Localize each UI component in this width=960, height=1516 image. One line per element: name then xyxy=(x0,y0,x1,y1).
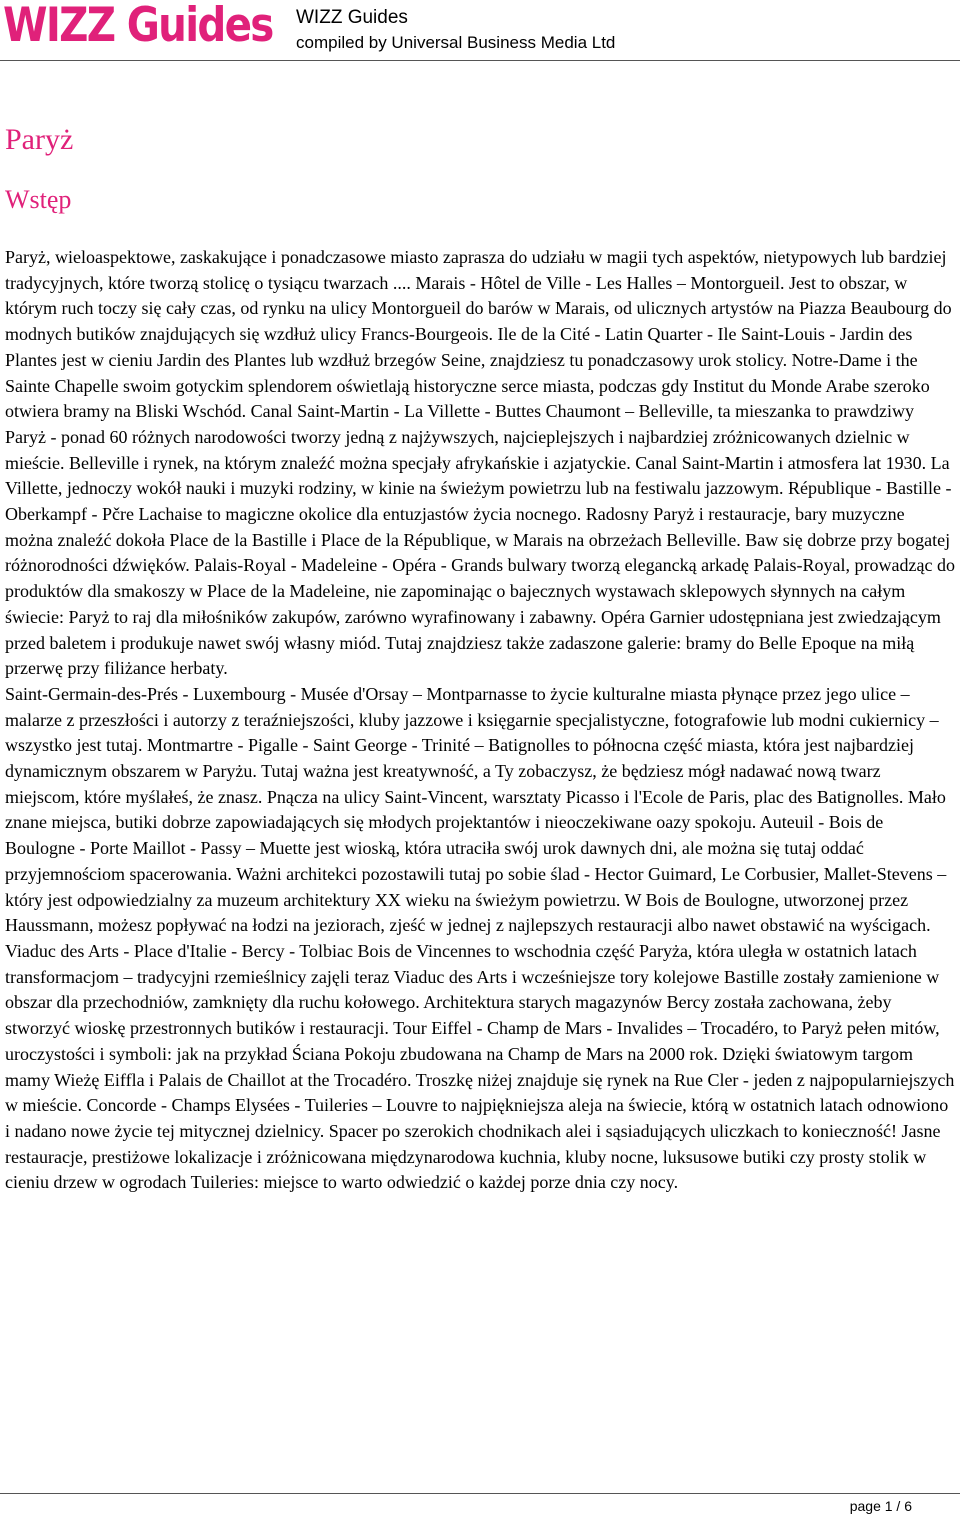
header-title: WIZZ Guides xyxy=(296,7,408,28)
paragraph: Viaduc des Arts - Place d'Italie - Bercy - Tolbiac Bois de Vincennes to wschodnia część Paryża, która uległa w ostatnich latach transformacjom – tradycyjni rzemieślnicy zajęli teraz Viaduc des Arts i wcześniejsze tory kolejowe Bastille zostały zamienione w obszar dla przechodniów, zamknięty dla ruchu kołowego. Architektura starych magazynów Bercy została zachowana, żeby stworzyć wioskę przestronnych butików i restauracji. Tour Eiffel - Champ de Mars - Invalides – Trocadéro, to Paryż pełen mitów, uroczystości i symboli: jak na przykład Ściana Pokoju zbudowana na Champ de Mars na 2000 rok. Dzięki światowym targom mamy Wieżę Eiffla i Palais de Chaillot at the Trocadéro. Troszkę niżej znajduje się rynek na Rue Cler - jeden z najpopularniejszych w mieście. Concorde - Champs Elysées - Tuileries – Louvre to najpiękniejsza aleja na świecie, którą w ostatnich latach odnowiono i nadano nowe życie tej mitycznej dzielnicy. Spacer po szerokich chodnikach alei i sąsiadujących uliczkach to konieczność! Jasne restauracje, prestiżowe lokalizacje i zróżnicowana międzynarodowa kuchnia, kluby nocne, luksusowe butiki czy prosty stolik w cieniu drzew w ogrodach Tuileries: miejsce to warto odwiedzić o każdej porze dnia czy nocy. xyxy=(5,940,955,1193)
paragraph: Saint-Germain-des-Prés - Luxembourg - Musée d'Orsay – Montparnasse to życie kulturalne miasta płynące przez jego ulice – malarze z przeszłości i autorzy z teraźniejszości, kluby jazzowe i księgarnie specjalistyczne, fotografowie lub modni cukiernicy – wszystko jest tutaj. Montmartre - Pigalle - Saint George - Trinité – Batignolles to północna część miasta, która jest najbardziej dynamicznym obszarem w Paryżu. Tutaj ważna jest kreatywność, a Ty zobaczysz, że będziesz mógł nadawać nową twarz miejscom, które myślałeś, że znasz. Pnącza na ulicy Saint-Vincent, warsztaty Picasso i l'Ecole de Paris, plac des Batignolles. Mało znane miejsca, butiki dobrze zapowiadających się młodych projektantów i nieoczekiwane oazy spokoju. Auteuil - Bois de Boulogne - Porte Maillot - Passy – Muette jest wioską, która utraciła swój urok dawnych dni, ale można się tutaj oddać przyjemnościom spacerowania. Ważni architekci pozostawili tutaj po sobie ślad - Hector Guimard, Le Corbusier, Mallet-Stevens – który jest odpowiedzialny za muzeum architektury XX wieku na świeżym powietrzu. W Bois de Boulogne, utworzonej przez Haussmann, możesz popływać na łodzi na jeziorach, zjeść w jednej z najlepszych restauracji albo nawet obstawić na wyścigach. xyxy=(5,683,947,936)
footer-divider xyxy=(0,1493,960,1494)
paragraph: Paryż, wieloaspektowe, zaskakujące i ponadczasowe miasto zaprasza do udziału w magii tych aspektów, nietypowych lub bardziej tradycyjnych, które tworzą stolicę o tysiącu twarzach .... Marais - Hôtel de Ville - Les Halles – Montorgueil. Jest to obszar, w którym ruch toczy się cały czas, od rynku na ulicy Montorgueil do barów w Marais, od ulicznych artystów na Piazza Beaubourg do modnych butików znajdujących się wzdłuż ulicy Francs-Bourgeois. Ile de la Cité - Latin Quarter - Ile Saint-Louis - Jardin des Plantes jest w cieniu Jardin des Plantes lub wzdłuż brzegów Seine, znajdziesz tu ponadczasowy urok stolicy. Notre-Dame i the Sainte Chapelle swoim gotyckim splendorem oświetlają historyczne serce miasta, podczas gdy Institut du Monde Arabe szeroko otwiera bramy na Bliski Wschód. Canal Saint-Martin - La Villette - Buttes Chaumont – Belleville, ta mieszanka to prawdziwy Paryż - ponad 60 różnych narodowości tworzy jedną z najżywszych, najcieplejszych i najbardziej zróżnicowanych dzielnic w mieście. Belleville i rynek, na którym znaleźć można specjały afrykańskie i azjatyckie. Canal Saint-Martin i atmosfera lat 1930. La Villette, jednoczy wokół nauki i muzyki rodziny, w kinie na świeżym powietrzu lub na festiwalu jazzowym. République - Bastille - Oberkampf - Pčre Lachaise to magiczne okolice dla entuzjastów życia nocnego. Radosny Paryż i restauracje, bary muzyczne można znaleźć dokoła Place de la Bastille i Place de la République, w Marais na obrzeżach Belleville. Baw się dobrze przy bogatej różnorodności dźwięków. Palais-Royal - Madeleine - Opéra - Grands bulwary tworzą elegancką arkadę Palais-Royal, prowadząc do produktów dla smakoszy w Place de la Madeleine, nie zapominając o bajecznych wystawach sklepowych słynnych na całym świecie: Paryż to raj dla miłośników zakupów, zarówno wyrafinowany i zabawny. Opéra Garnier udostępniana jest zwiedzającym przed baletem i produkuje nawet swój własny miód. Tutaj znajdziesz także zadaszone galerie: bramy do Belle Epoque na miłą przerwę przy filiżance herbaty. xyxy=(5,247,955,679)
wizz-guides-logo: WIZZ Guides xyxy=(3,0,273,53)
page-title: Paryż xyxy=(5,123,74,156)
page-number: page 1 / 6 xyxy=(849,1498,912,1514)
section-heading: Wstęp xyxy=(5,185,72,214)
header-divider xyxy=(0,60,960,61)
page-header xyxy=(0,0,960,62)
article-body xyxy=(5,245,955,1196)
header-subtitle: compiled by Universal Business Media Ltd xyxy=(296,33,616,52)
